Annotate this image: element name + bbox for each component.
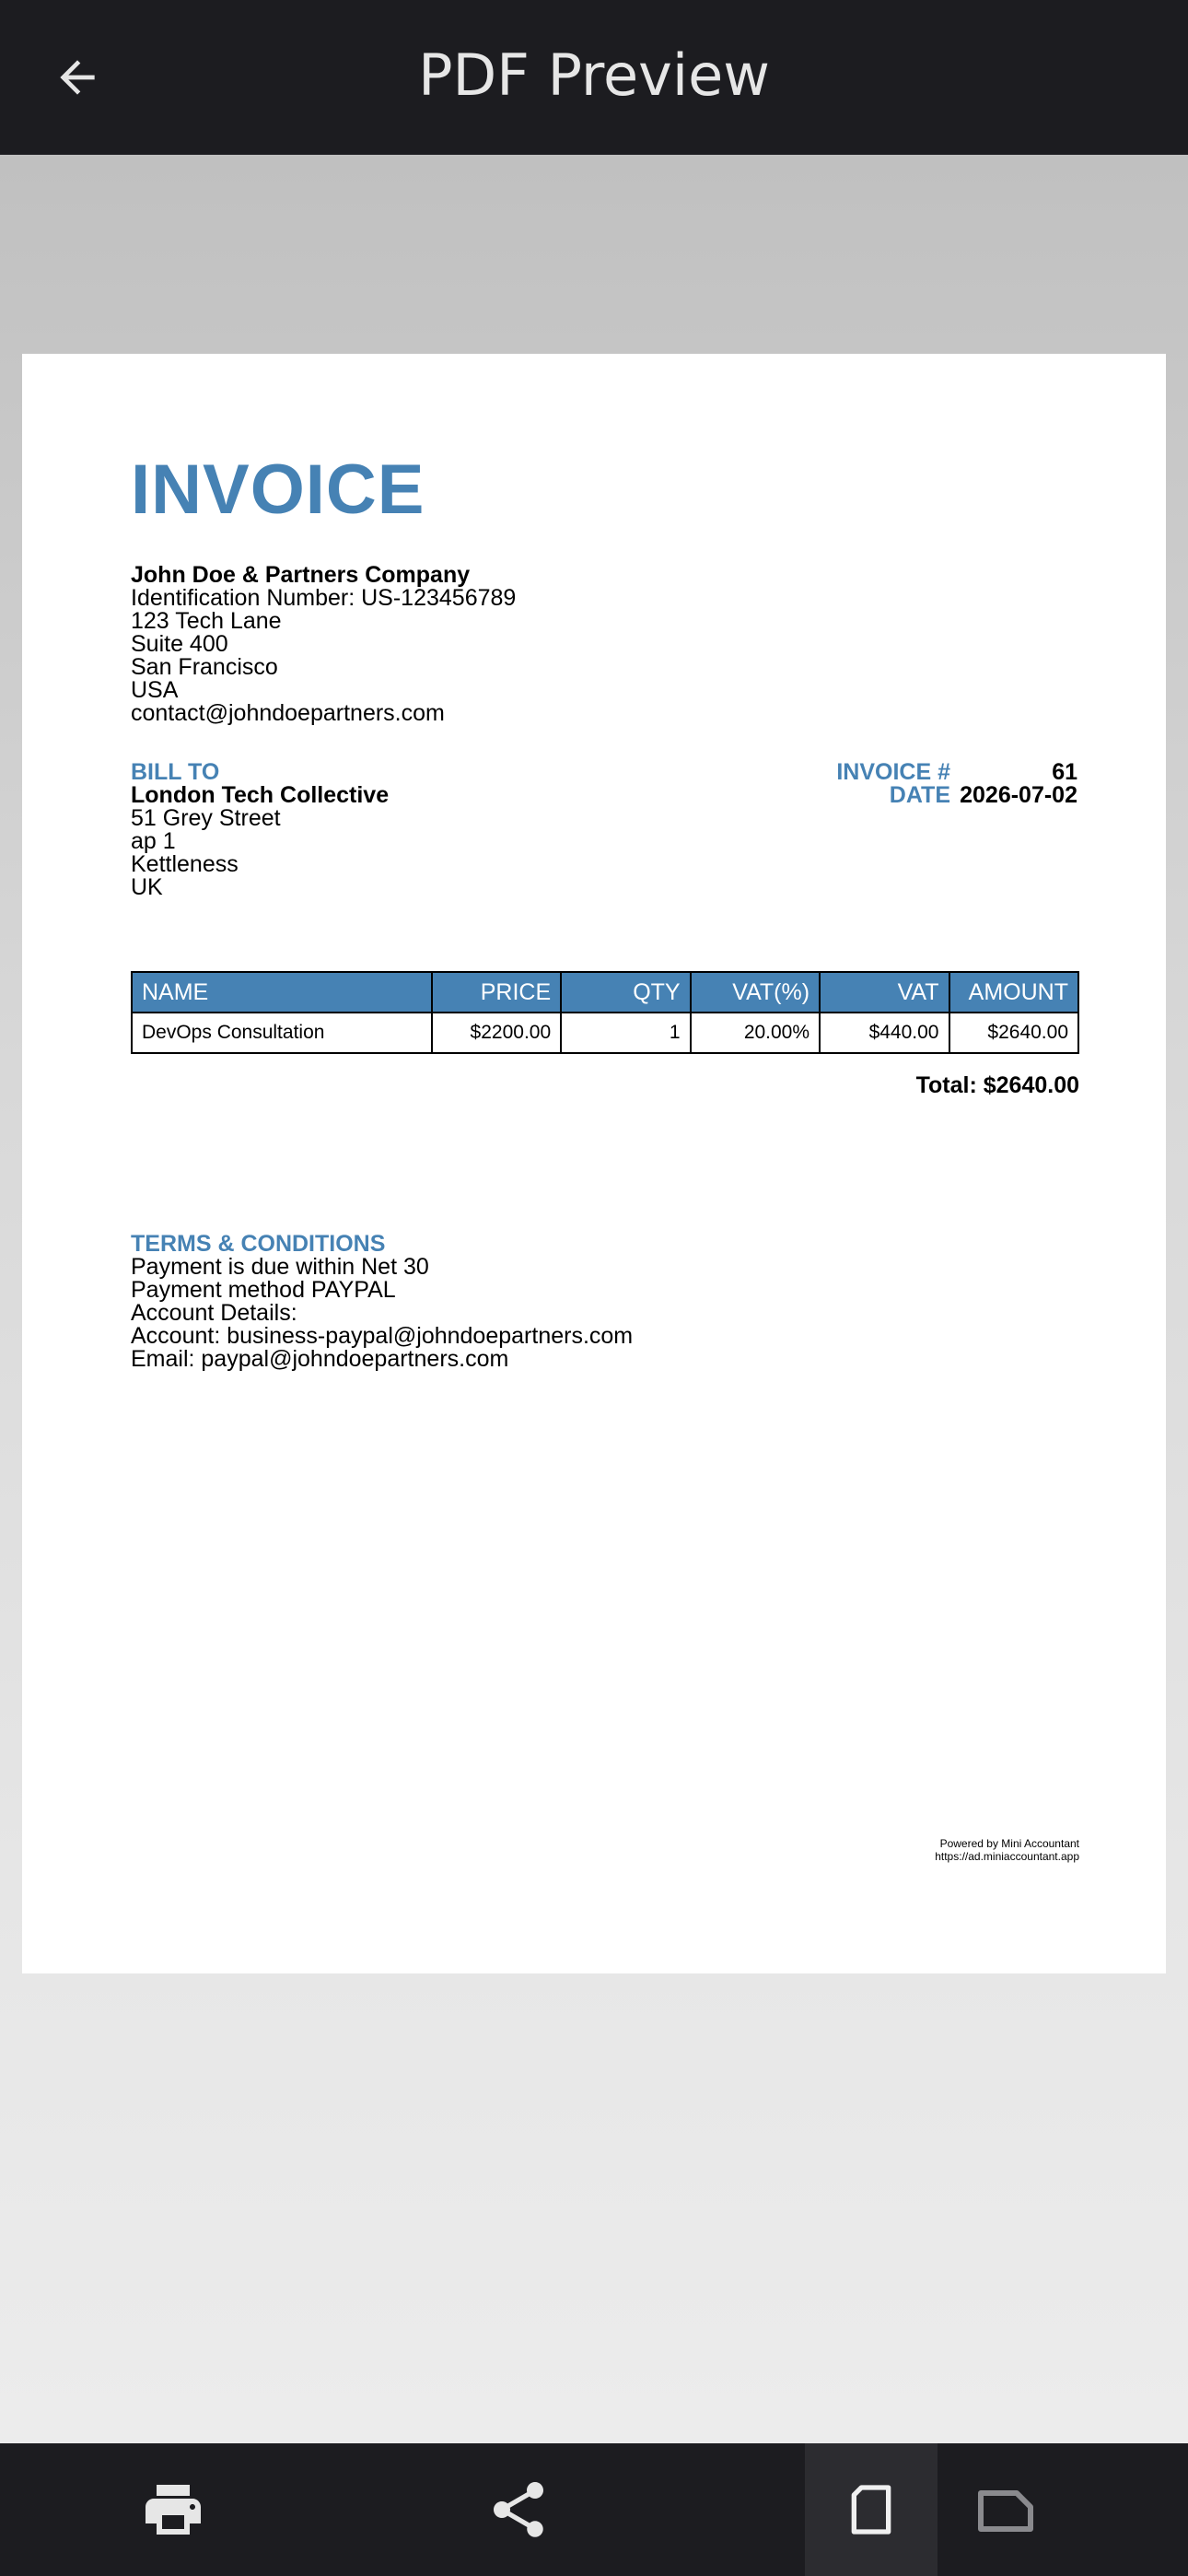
terms-line: Email: paypal@johndoepartners.com (131, 1346, 509, 1372)
sender-block (131, 564, 516, 725)
cell-price: $2200.00 (432, 1013, 561, 1053)
sender-suite: Suite 400 (131, 631, 228, 657)
cell-vat-percent: 20.00% (691, 1013, 820, 1053)
invoice-number-value: 61 (1052, 759, 1077, 785)
cell-name: DevOps Consultation (132, 1013, 432, 1053)
terms-line: Account Details: (131, 1300, 297, 1326)
terms-line: Account: business-paypal@johndoepartners.com (131, 1323, 634, 1349)
sender-email: contact@johndoepartners.com (131, 700, 445, 726)
invoice-date-label: DATE (889, 782, 950, 808)
client-street: 51 Grey Street (131, 805, 281, 831)
share-icon (485, 2476, 552, 2543)
cell-vat: $440.00 (820, 1013, 949, 1053)
sender-id: Identification Number: US-123456789 (131, 585, 517, 611)
pdf-viewer[interactable] (0, 155, 1188, 2443)
bill-to-label: BILL TO (131, 759, 220, 785)
landscape-page-icon (973, 2476, 1039, 2543)
sender-company: John Doe & Partners Company (131, 562, 471, 588)
terms-block (131, 1233, 633, 1371)
page-title: PDF Preview (418, 41, 770, 109)
sender-street: 123 Tech Lane (131, 608, 282, 634)
invoice-number-label: INVOICE # (836, 759, 950, 785)
portrait-page-icon (842, 2480, 901, 2539)
col-header-vat-percent: VAT(%) (691, 972, 820, 1013)
bottom-action-bar (0, 2443, 1188, 2576)
print-button[interactable] (120, 2443, 227, 2576)
cell-qty: 1 (561, 1013, 690, 1053)
invoice-meta (777, 761, 1077, 807)
cell-amount: $2640.00 (949, 1013, 1079, 1053)
col-header-amount: AMOUNT (949, 972, 1079, 1013)
landscape-orientation-button[interactable] (958, 2443, 1054, 2576)
col-header-vat: VAT (820, 972, 949, 1013)
col-header-price: PRICE (432, 972, 561, 1013)
portrait-orientation-button[interactable] (805, 2443, 938, 2576)
powered-by: Powered by Mini Accountant (939, 1837, 1079, 1850)
footer-url: https://ad.miniaccountant.app (935, 1850, 1079, 1863)
line-items-table (131, 971, 1079, 1054)
client-country: UK (131, 874, 163, 900)
col-header-qty: QTY (561, 972, 690, 1013)
print-icon (140, 2476, 206, 2543)
sender-country: USA (131, 677, 179, 703)
client-city: Kettleness (131, 851, 239, 877)
bill-to-block (131, 761, 389, 899)
invoice-date-row (777, 784, 1077, 807)
pdf-footer (131, 1837, 1079, 1863)
terms-line: Payment is due within Net 30 (131, 1254, 429, 1280)
pdf-page (22, 354, 1166, 1973)
app-bar (0, 0, 1188, 155)
col-header-name: NAME (132, 972, 432, 1013)
invoice-date-value: 2026-07-02 (960, 782, 1077, 808)
terms-line: Payment method PAYPAL (131, 1277, 396, 1303)
share-button[interactable] (465, 2443, 572, 2576)
invoice-number-row (777, 761, 1077, 784)
client-apt: ap 1 (131, 828, 176, 854)
invoice-total: Total: $2640.00 (915, 1072, 1079, 1098)
table-row (132, 1013, 1078, 1053)
table-header-row (132, 972, 1078, 1013)
sender-city: San Francisco (131, 654, 278, 680)
client-name: London Tech Collective (131, 782, 390, 808)
terms-label: TERMS & CONDITIONS (131, 1231, 386, 1257)
invoice-heading: INVOICE (131, 451, 425, 529)
